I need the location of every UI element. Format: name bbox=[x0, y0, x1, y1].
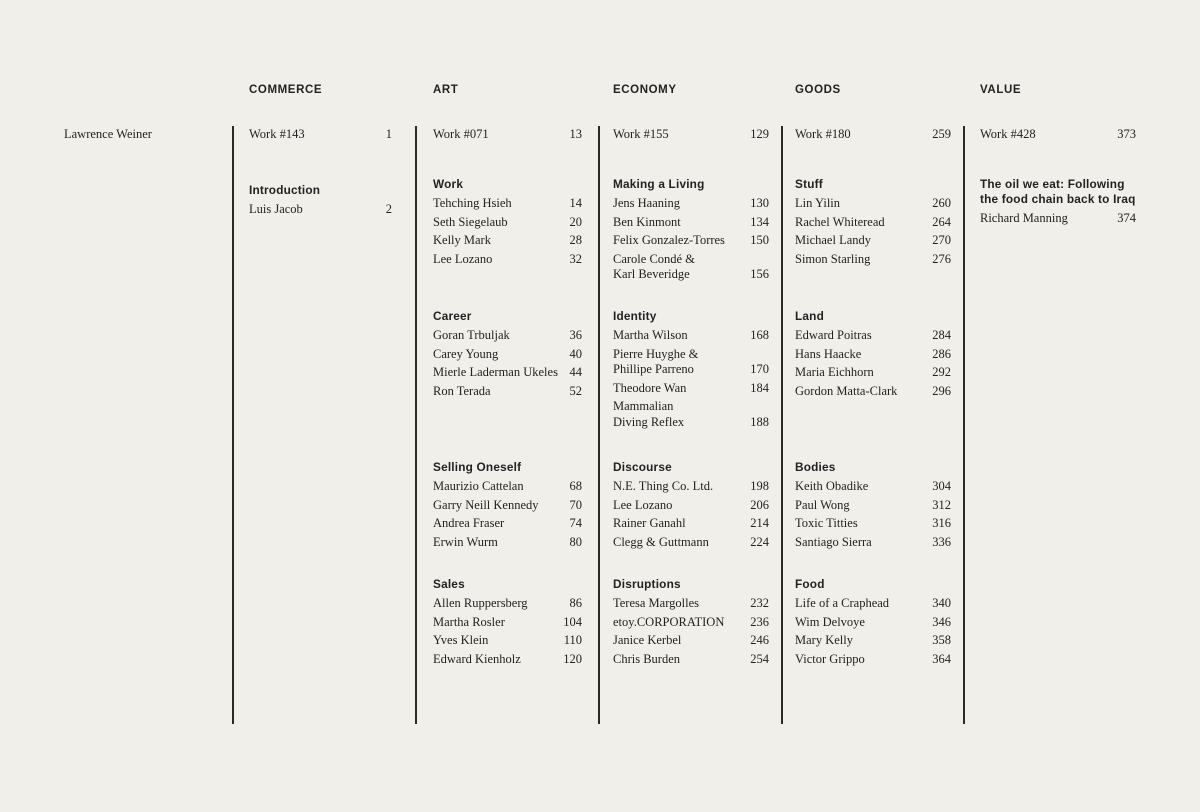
contributor-name: Yves Klein bbox=[433, 633, 489, 647]
toc-entry[interactable] bbox=[613, 516, 769, 535]
contributor-name: Garry Neill Kennedy bbox=[433, 497, 539, 512]
column-heading: VALUE bbox=[980, 84, 1022, 96]
section-title: Stuff bbox=[795, 177, 823, 191]
work-label: Work #071 bbox=[433, 127, 489, 141]
toc-entry[interactable] bbox=[613, 399, 769, 433]
column bbox=[613, 127, 769, 666]
page-number: 80 bbox=[569, 534, 582, 549]
page-number: 40 bbox=[569, 346, 582, 361]
page-number: 214 bbox=[750, 516, 769, 530]
contributor-name: Lee Lozano bbox=[613, 497, 673, 512]
contributor-name: Theodore Wan bbox=[613, 380, 687, 395]
contributor-name: Erwin Wurm bbox=[433, 534, 498, 549]
toc-entry[interactable] bbox=[433, 252, 582, 271]
toc-entry[interactable] bbox=[613, 652, 769, 671]
page-number: 292 bbox=[932, 365, 951, 379]
page-number: 284 bbox=[932, 328, 951, 342]
toc-entry[interactable] bbox=[613, 633, 769, 652]
contributor-name: Martha Wilson bbox=[613, 328, 688, 342]
column-rule bbox=[415, 126, 417, 724]
work-label: Work #143 bbox=[249, 127, 305, 141]
section bbox=[433, 177, 582, 270]
page-number: 254 bbox=[750, 651, 769, 666]
contributor-name: Mammalian Diving Reflex bbox=[613, 399, 685, 429]
contributor-name: Rainer Ganahl bbox=[613, 516, 686, 530]
page-number: 264 bbox=[932, 214, 951, 229]
toc-entry[interactable] bbox=[433, 535, 582, 554]
contributor-name: Mierle Laderman Ukeles bbox=[433, 365, 558, 379]
toc-entry[interactable] bbox=[795, 347, 951, 366]
toc-entry[interactable] bbox=[795, 633, 951, 652]
page-number: 316 bbox=[932, 516, 951, 530]
column-rule bbox=[781, 126, 783, 724]
page-number: 170 bbox=[750, 362, 769, 376]
page-number: 150 bbox=[750, 233, 769, 247]
section-title: The oil we eat: Following the food chain back to Iraq bbox=[980, 177, 1136, 206]
page-number: 156 bbox=[750, 267, 769, 281]
page-number: 36 bbox=[569, 328, 582, 342]
section-title: Bodies bbox=[795, 460, 836, 474]
toc-entry[interactable] bbox=[433, 633, 582, 652]
column-heading: GOODS bbox=[795, 84, 841, 96]
page-number: 358 bbox=[932, 633, 951, 647]
contributor-name: Paul Wong bbox=[795, 497, 850, 512]
toc-entry[interactable] bbox=[795, 252, 951, 271]
toc-entry[interactable] bbox=[795, 479, 951, 498]
toc-entry[interactable] bbox=[795, 516, 951, 535]
toc-entry[interactable] bbox=[433, 596, 582, 615]
section bbox=[613, 177, 769, 286]
toc-entry[interactable] bbox=[433, 615, 582, 634]
contributor-name: Gordon Matta-Clark bbox=[795, 383, 898, 398]
section bbox=[795, 460, 951, 553]
section-title: Career bbox=[433, 309, 472, 323]
work-entry[interactable] bbox=[433, 127, 582, 145]
contributor-name: Teresa Margolles bbox=[613, 596, 700, 610]
contributor-name: Simon Starling bbox=[795, 251, 871, 266]
toc-entry[interactable] bbox=[433, 652, 582, 671]
page-number: 68 bbox=[569, 479, 582, 493]
side-author: Lawrence Weiner bbox=[64, 127, 152, 141]
toc-entry[interactable] bbox=[613, 233, 769, 252]
page-number: 168 bbox=[750, 328, 769, 342]
contributor-name: Edward Kienholz bbox=[433, 651, 521, 666]
toc-entry[interactable] bbox=[795, 652, 951, 671]
column-heading: ART bbox=[433, 84, 459, 96]
column-heading: COMMERCE bbox=[249, 84, 323, 96]
contributor-name: Santiago Sierra bbox=[795, 534, 872, 549]
toc-entry[interactable] bbox=[433, 498, 582, 517]
section-title: Selling Oneself bbox=[433, 460, 522, 474]
section bbox=[433, 577, 582, 670]
toc-entry[interactable] bbox=[795, 498, 951, 517]
toc-entry[interactable] bbox=[433, 328, 582, 347]
page-number: 52 bbox=[569, 383, 582, 398]
section-title: Introduction bbox=[249, 183, 321, 197]
work-entry[interactable] bbox=[980, 127, 1136, 145]
page-number: 340 bbox=[932, 596, 951, 610]
section bbox=[795, 577, 951, 670]
section-title: Disruptions bbox=[613, 577, 681, 591]
page-number: 224 bbox=[750, 534, 769, 549]
page-number: 13 bbox=[569, 127, 582, 141]
page-number: 374 bbox=[1117, 211, 1136, 225]
page-number: 110 bbox=[563, 633, 582, 647]
contributor-name: Kelly Mark bbox=[433, 233, 491, 247]
toc-entry[interactable] bbox=[433, 384, 582, 403]
contributor-name: Lin Yilin bbox=[795, 196, 841, 210]
contributor-name: Janice Kerbel bbox=[613, 633, 682, 647]
page-number: 134 bbox=[750, 214, 769, 229]
contributor-name: Life of a Craphead bbox=[795, 596, 890, 610]
page-number: 130 bbox=[750, 196, 769, 210]
page-number: 373 bbox=[1117, 127, 1136, 141]
contributor-name: Hans Haacke bbox=[795, 346, 862, 361]
contributor-name: Maria Eichhorn bbox=[795, 365, 874, 379]
work-entry[interactable] bbox=[249, 127, 392, 145]
page-number: 304 bbox=[932, 479, 951, 493]
page-number: 104 bbox=[563, 614, 582, 629]
page-number: 184 bbox=[750, 380, 769, 395]
column-heading: ECONOMY bbox=[613, 84, 677, 96]
toc-entry[interactable] bbox=[795, 615, 951, 634]
toc-entry[interactable] bbox=[795, 596, 951, 615]
toc-entry[interactable] bbox=[613, 498, 769, 517]
toc-entry[interactable] bbox=[980, 211, 1136, 230]
contributor-name: Toxic Titties bbox=[795, 516, 858, 530]
contributor-name: Carey Young bbox=[433, 346, 499, 361]
page-number: 70 bbox=[569, 497, 582, 512]
toc-entry[interactable] bbox=[613, 328, 769, 347]
toc-entry[interactable] bbox=[795, 328, 951, 347]
section-title: Making a Living bbox=[613, 177, 705, 191]
contributor-name: Pierre Huyghe & Phillipe Parreno bbox=[613, 346, 699, 376]
contributor-name: etoy.CORPORATION bbox=[613, 614, 725, 629]
section bbox=[795, 177, 951, 270]
section bbox=[433, 309, 582, 402]
work-entry[interactable] bbox=[613, 127, 769, 145]
contributor-name: Chris Burden bbox=[613, 651, 681, 666]
contributor-name: Tehching Hsieh bbox=[433, 196, 512, 210]
contributor-name: Edward Poitras bbox=[795, 328, 872, 342]
toc-entry[interactable] bbox=[613, 381, 769, 400]
column-rule bbox=[598, 126, 600, 724]
contributor-name: Keith Obadike bbox=[795, 479, 869, 493]
page-number: 312 bbox=[932, 497, 951, 512]
toc-entry[interactable] bbox=[795, 535, 951, 554]
toc-entry[interactable] bbox=[795, 365, 951, 384]
page-number: 270 bbox=[932, 233, 951, 247]
page-number: 259 bbox=[932, 127, 951, 141]
page-number: 86 bbox=[569, 596, 582, 610]
contributor-name: Ron Terada bbox=[433, 383, 491, 398]
toc-entry[interactable] bbox=[433, 479, 582, 498]
contributor-name: Victor Grippo bbox=[795, 651, 865, 666]
toc-entry[interactable] bbox=[795, 196, 951, 215]
contributor-name: Ben Kinmont bbox=[613, 214, 681, 229]
page-number: 32 bbox=[569, 251, 582, 266]
toc-entry[interactable] bbox=[433, 347, 582, 366]
contributor-name: Clegg & Guttmann bbox=[613, 534, 709, 549]
section bbox=[613, 309, 769, 433]
contributor-name: Mary Kelly bbox=[795, 633, 853, 647]
toc-entry[interactable] bbox=[795, 215, 951, 234]
toc-entry[interactable] bbox=[613, 252, 769, 286]
section-title: Work bbox=[433, 177, 464, 191]
toc-entry[interactable] bbox=[795, 384, 951, 403]
section-title: Discourse bbox=[613, 460, 672, 474]
toc-entry[interactable] bbox=[433, 365, 582, 384]
section bbox=[613, 460, 769, 553]
contributor-name: Jens Haaning bbox=[613, 196, 680, 210]
contributor-name: Maurizio Cattelan bbox=[433, 479, 524, 493]
contributor-name: Rachel Whiteread bbox=[795, 214, 885, 229]
column bbox=[795, 127, 951, 666]
work-label: Work #180 bbox=[795, 127, 851, 141]
page-number: 346 bbox=[932, 614, 951, 629]
toc-entry[interactable] bbox=[249, 202, 392, 221]
toc-entry[interactable] bbox=[613, 215, 769, 234]
page-number: 246 bbox=[750, 633, 769, 647]
section bbox=[980, 177, 1136, 230]
contributor-name: Michael Landy bbox=[795, 233, 872, 247]
toc-entry[interactable] bbox=[613, 347, 769, 381]
toc-entry[interactable] bbox=[433, 196, 582, 215]
section-title: Land bbox=[795, 309, 824, 323]
column-rule bbox=[232, 126, 234, 724]
page-number: 120 bbox=[563, 651, 582, 666]
page-number: 236 bbox=[750, 614, 769, 629]
page-number: 188 bbox=[750, 414, 769, 429]
contributor-name: Richard Manning bbox=[980, 211, 1068, 225]
contributor-name: N.E. Thing Co. Ltd. bbox=[613, 479, 714, 493]
toc-entry[interactable] bbox=[433, 516, 582, 535]
page-number: 198 bbox=[750, 479, 769, 493]
column bbox=[433, 127, 582, 666]
contributor-name: Felix Gonzalez-Torres bbox=[613, 233, 725, 247]
page-number: 129 bbox=[750, 127, 769, 141]
toc-entry[interactable] bbox=[613, 596, 769, 615]
contributor-name: Carole Condé & Karl Beveridge bbox=[613, 251, 695, 281]
section bbox=[433, 460, 582, 553]
column bbox=[249, 127, 392, 216]
contributor-name: Luis Jacob bbox=[249, 202, 303, 216]
section-title: Identity bbox=[613, 309, 657, 323]
section bbox=[795, 309, 951, 402]
page-number: 286 bbox=[932, 346, 951, 361]
contributor-name: Seth Siegelaub bbox=[433, 214, 508, 229]
contributor-name: Martha Rosler bbox=[433, 614, 505, 629]
column-rule bbox=[963, 126, 965, 724]
work-label: Work #428 bbox=[980, 127, 1036, 141]
page-number: 260 bbox=[932, 196, 951, 210]
page-number: 336 bbox=[932, 534, 951, 549]
page-number: 1 bbox=[385, 127, 392, 141]
toc-entry[interactable] bbox=[613, 535, 769, 554]
column bbox=[980, 127, 1136, 225]
page-number: 44 bbox=[569, 365, 582, 379]
toc-entry[interactable] bbox=[433, 215, 582, 234]
page-number: 74 bbox=[569, 516, 582, 530]
contributor-name: Wim Delvoye bbox=[795, 614, 865, 629]
toc-entry[interactable] bbox=[433, 233, 582, 252]
page-number: 232 bbox=[750, 596, 769, 610]
section bbox=[249, 183, 392, 221]
contributor-name: Goran Trbuljak bbox=[433, 328, 510, 342]
page-number: 276 bbox=[932, 251, 951, 266]
page-number: 296 bbox=[932, 383, 951, 398]
toc-entry[interactable] bbox=[613, 479, 769, 498]
page-number: 206 bbox=[750, 497, 769, 512]
work-label: Work #155 bbox=[613, 127, 669, 141]
contributor-name: Andrea Fraser bbox=[433, 516, 505, 530]
section-title: Food bbox=[795, 577, 825, 591]
work-entry[interactable] bbox=[795, 127, 951, 145]
section bbox=[613, 577, 769, 670]
section-title: Sales bbox=[433, 577, 465, 591]
toc-entry[interactable] bbox=[795, 233, 951, 252]
page-number: 20 bbox=[569, 214, 582, 229]
toc-entry[interactable] bbox=[613, 196, 769, 215]
contributor-name: Allen Ruppersberg bbox=[433, 596, 528, 610]
toc-entry[interactable] bbox=[613, 615, 769, 634]
page-number: 2 bbox=[385, 202, 392, 216]
page-number: 14 bbox=[569, 196, 582, 210]
page-number: 364 bbox=[932, 651, 951, 666]
page-number: 28 bbox=[569, 233, 582, 247]
contributor-name: Lee Lozano bbox=[433, 251, 493, 266]
